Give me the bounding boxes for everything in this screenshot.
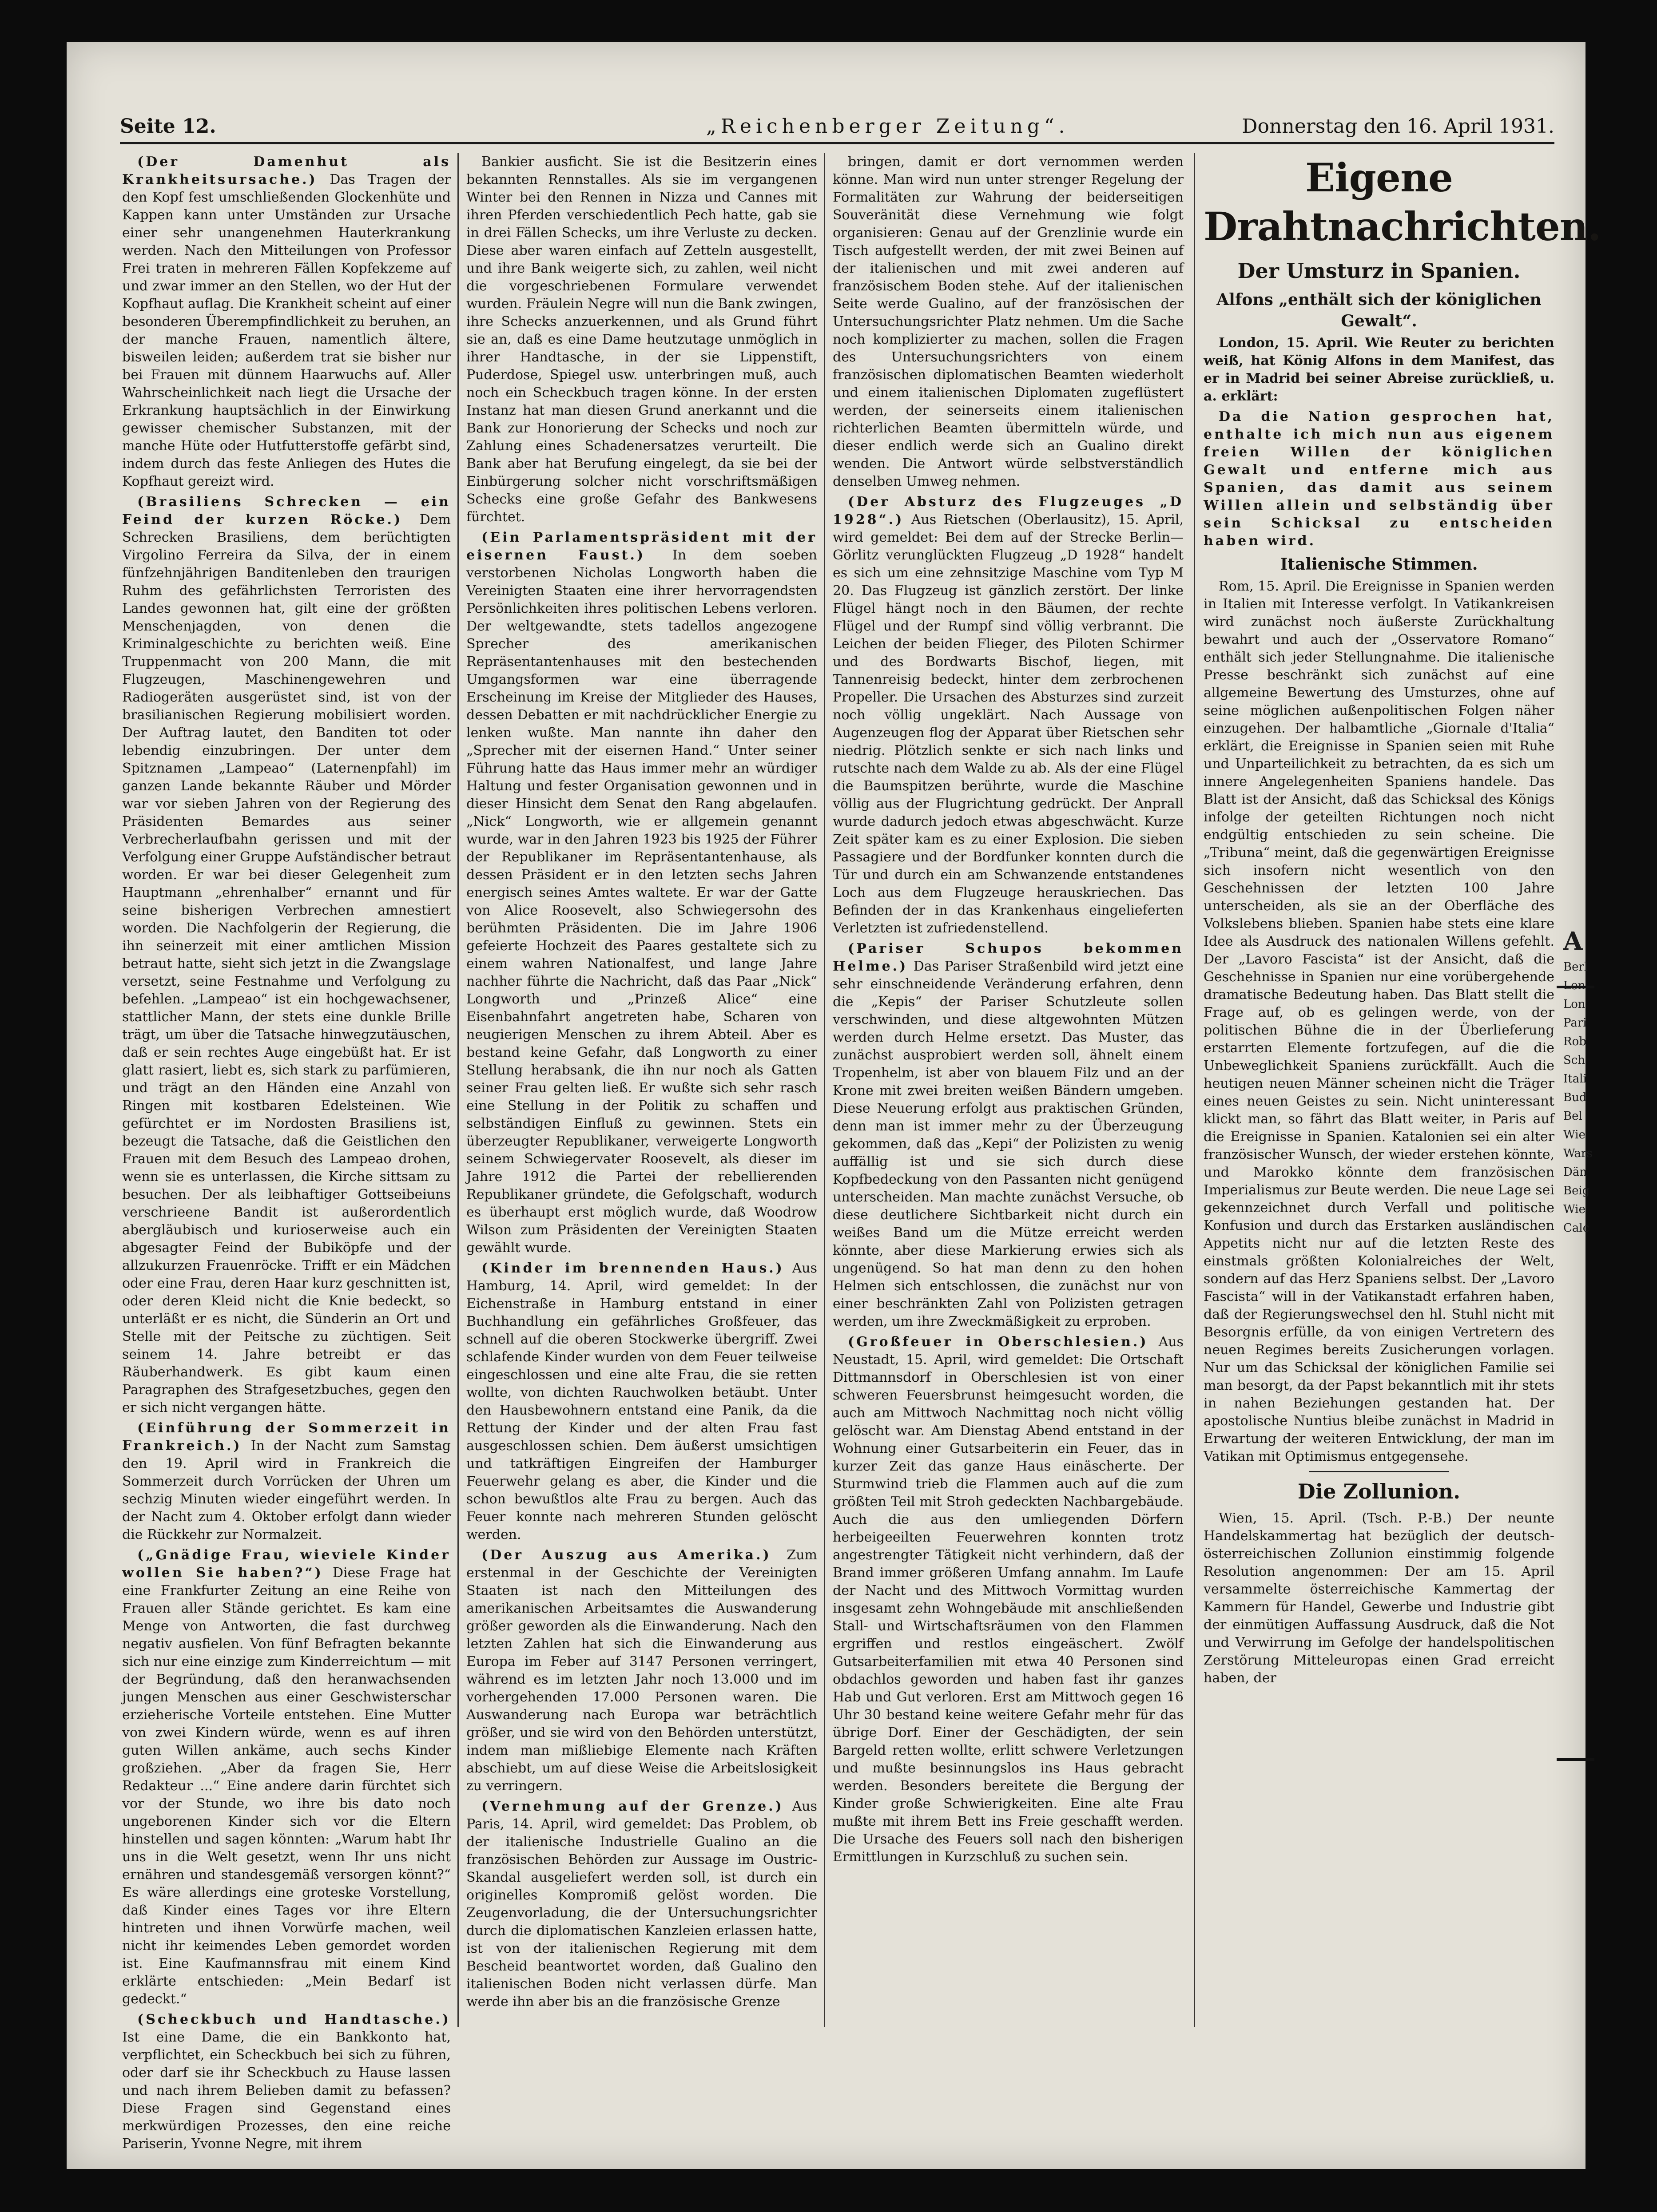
manifest-quote: Da die Nation gesprochen hat, enthalte ich mich nun aus eigenem freien Willen der königlichen Gewalt und entferne mich aus Spanien, das damit aus seinem Willen allein und selbständig über sein Schicksal zu entscheiden haben wird. [1204, 409, 1554, 549]
article-text: Rom, 15. April. Die Ereignisse in Spanien werden in Italien mit Interesse verfolgt. In Vatikankreisen wird zunächst noch äußerste Zurückhaltung bewahrt und auch der „Osservatore Romano“ enthält sich jeder Stellungnahme. Die italienische Presse beschränkt sich zunächst auf eine allgemeine Bewertung des Umsturzes, ohne auf seine möglichen außenpolitischen Folgen näher einzugehen. Der halbamtliche „Giornale d'Italia“ erklärt, die Ereignisse in Spanien seien mit Ruhe und Unparteilichkeit zu betrachten, da es sich um innere Angelegenheiten Spaniens handele. Das Blatt ist der Ansicht, daß das Schicksal des Königs infolge der geteilten Richtungen noch nicht endgültig entschieden zu sein scheine. Die „Tribuna“ meint, daß die gegenwärtigen Ereignisse sich insofern nicht wesentlich von den Geschehnissen der letzten 100 Jahre unterscheiden, als sie an der Oberfläche des Volkslebens blieben. Spanien habe stets eine klare Idee als Ausdruck des nationalen Willens gefehlt. Der „Lavoro Fascista“ ist der Ansicht, daß die Geschehnisse in Spanien nur eine vorübergehende dramatische Bedeutung haben. Das Blatt stellt die Frage auf, ob es gelingen werde, von der politischen Bühne die in der Überlieferung erstarrten Elemente fortzufegen, auf die die Unbeweglichkeit Spaniens zurückfällt. Auch die heutigen neuen Männer scheinen nicht die Träger eines neuen Geistes zu sein. Nicht uninteressant klickt man, so fährt das Blatt weiter, in Paris auf die Ereignisse in Spanien. Katalonien sei ein alter französischer Wunsch, der wieder erstehen könnte, und Marokko könnte dem französischen Imperialismus zur Beute werden. Die neue Lage sei gekennzeichnet durch Verfall und politische Konfusion und durch das Erstarken ausländischen Appetits nicht nur auf die letzten Reste des einstmals größten Kolonialreiches der Welt, sondern auf das Herz Spaniens selbst. Der „Lavoro Fascista“ will in der Vatikanstadt erfahren haben, daß der Regierungswechsel den hl. Stuhl nicht mit Besorgnis erfülle, da von einigen Vertretern des neuen Regimes bereits Zusicherungen vorlagen. Nur um das Schicksal der königlichen Familie sei man besorgt, da der Papst bekanntlich mit ihr stets in nahen Beziehungen gestanden hat. Der apostolische Nuntius bleibe zunächst in Madrid in Erwartung der weiteren Entwicklung, der man im Vatikan mit Optimismus entgegensehe. [1204, 579, 1554, 1464]
article-keyword: (Kinder im brennenden Haus.) [481, 1261, 784, 1276]
article-keyword: (Der Damenhut als Krankheitsursache.) [122, 154, 451, 187]
fragment-letter: A [1563, 927, 1583, 956]
page-number: Seite 12. [120, 115, 216, 138]
article [466, 1798, 817, 2011]
article [833, 153, 1184, 491]
fragment-line: Wie [1563, 1128, 1585, 1142]
section-title: Eigene Drahtnachrichten. [1204, 155, 1601, 250]
article-text: Aus Neustadt, 15. April, wird gemeldet: Die Ortschaft Dittmannsdorf in Oberschlesien ist von einer schweren Feuersbrunst heimgesucht worden, die auch am Mittwoch Nachmittag noch nicht völlig gelöscht war. Am Dienstag Abend entstand in der Wohnung einer Gutsarbeiterin ein Feuer, das in kurzer Zeit das ganze Haus einäscherte. Der Sturmwind trieb die Flammen auch auf die zum größten Teil mit Stroh gedeckten Nachbargebäude. Auch die aus den umliegenden Dörfern herbeigeeilten Feuerwehren konnten trotz angestrengter Tätigkeit nicht verhindern, daß der Brand immer größeren Umfang annahm. Im Laufe der Nacht und des Mittwoch Vormittag wurden insgesamt zehn Wohngebäude mit anschließenden Stall- und Wirtschaftsräumen von den Flammen ergriffen und restlos eingeäschert. Zwölf Gutsarbeiterfamilien mit etwa 40 Personen sind obdachlos geworden und haben fast ihr ganzes Hab und Gut verloren. Erst am Mittwoch gegen 16 Uhr 30 bestand keine weitere Gefahr mehr für das übrige Dorf. Einer der Geschädigten, der sein Bargeld retten wollte, erlitt schwere Verletzungen und mußte besinnungslos ins Haus gebracht werden. Besonders bereitete die Bergung der Kinder große Schwierigkeiten. Eine alte Frau mußte mit ihrem Bett ins Freie geschafft werden. Die Ursache des Feuers soll nach den bisherigen Ermittlungen in Kurzschluß zu suchen sein. [833, 1334, 1184, 1865]
article [466, 153, 817, 526]
divider [1309, 1471, 1449, 1472]
headline-zollunion: Die Zollunion. [1297, 1479, 1461, 1503]
article-text: Aus Paris, 14. April, wird gemeldet: Das Problem, ob der italienische Industrielle Gualino an die französischen Behörden zur Aussage im Oustric-Skandal ausgeliefert werden soll, ist durch ein originelles Kompromiß gelöst worden. Die Zeugenvorladung, die der Untersuchungsrichter durch die diplomatischen Kanzleien erlassen hatte, ist von der italienischen Regierung mit dem Bescheid beantwortet worden, daß Gualino den italienischen Boden nicht verlassen dürfe. Man werde ihn aber bis an die französische Grenze [466, 1799, 818, 2010]
fragment-line: Calc [1563, 1221, 1589, 1235]
article [122, 1546, 451, 2008]
article-keyword: (Scheckbuch und Handtasche.) [137, 2012, 451, 2027]
article-text: Zum erstenmal in der Geschichte der Vereinigten Staaten ist nach den Mitteilungen des amerikanischen Arbeitsamtes die Auswanderung größer geworden als die Einwanderung. Nach den letzten Zahlen hat sich die Einwanderung aus Europa im Feber auf 3147 Personen verringert, während es im letzten Jahr noch 13.000 und im vorhergehenden 17.000 Personen waren. Die Auswanderung nach Europa war beträchtlich größer, und sie wird von den Behörden unterstützt, indem man mißliebige Elemente nach Kräften abschiebt, um auf diese Weise die Arbeitslosigkeit zu verringern. [466, 1547, 817, 1794]
fragment-line: Berl [1563, 960, 1588, 974]
fragment-line: Bel [1563, 1110, 1582, 1123]
fragment-line: Rob [1563, 1035, 1586, 1048]
article [466, 1260, 817, 1544]
article-text: Aus Hamburg, 14. April, wird gemeldet: In der Eichenstraße in Hamburg entstand in einer Buchhandlung ein gefährliches Großfeuer, das schnell auf die oberen Stockwerke übergriff. Zwei schlafende Kinder wurden von dem Feuer teilweise eingeschlossen und eine alte Frau, die sie retten wollte, von dichten Rauchwolken betäubt. Unter den Hausbewohnern entstand eine Panik, da die Rettung der Kinder und der alten Frau fast ausgeschlossen schien. Dem äußerst umsichtigen und tatkräftigen Eingreifen der Hamburger Feuerwehr gelang es aber, die Kinder und die schon bewußtlos alte Frau zu bergen. Auch das Feuer konnte nach mehreren Stunden gelöscht werden. [466, 1261, 817, 1542]
article-keyword: (Pariser Schupos bekommen Helme.) [833, 941, 1184, 974]
headline-spain: Der Umsturz in Spanien. [1237, 259, 1521, 283]
article-text: Das Pariser Straßenbild wird jetzt eine sehr einschneidende Veränderung erfahren, denn die „Kepis“ der Pariser Schutzleute sollen verschwinden, und diese altgewohnten Mützen werden durch Helme ersetzt. Das Muster, das zunächst ausprobiert werden soll, ähnelt einem Tropenhelm, ist aber von blauem Filz und an der Krone mit zwei breiten weißen Bändern umgeben. Diese Neuerung erfolgt aus praktischen Gründen, denn man ist immer mehr zu der Überzeugung gekommen, daß das „Kepi“ der Polizisten zu wenig auffällig ist und sie sich durch diese Kopfbedeckung von den Passanten nicht genügend unterscheiden. Man machte zunächst Versuche, ob diese deutlichere Sichtbarkeit nicht durch ein weißes Band um die Mütze erreicht werden könnte, aber diese Markierung erwies sich als ungenügend. So hat man denn zu den hohen Helmen sich entschlossen, die zunächst nur von einer beschränkten Zahl von Polizisten getragen werden, um ihre Zweckmäßigkeit zu erproben. [833, 959, 1184, 1329]
article-text: bringen, damit er dort vernommen werden könne. Man wird nun unter strenger Regelung der Formalitäten zur Wahrung der beiderseitigen Souveränität diese Vernehmung wie folgt organisieren: Genau auf der Grenzlinie wurde ein Tisch aufgestellt werden, der mit zwei Beinen auf der italienischen und mit zwei anderen auf französischem Boden stehe. Auf der italienischen Seite werde Gualino, auf der französischen der Untersuchungsrichter Platz nehmen. Um die Sache noch komplizierter zu machen, sollen die Fragen des Untersuchungsrichters von einem französischen diplomatischen Beamten wiederholt und einem italienischen Diplomaten zugeflüstert werden, der seinerseits einem italienischen richterlichen Beamten übermitteln würde, und dieser endlich werde sich an Gualino direkt wenden. Die Antwort würde selbstverständlich denselben Umweg nehmen. [833, 154, 1184, 489]
article-keyword: (Ein Parlamentspräsident mit der eisernen Faust.) [466, 530, 817, 563]
article-text: Das Tragen der den Kopf fest umschließenden Glockenhüte und Kappen kann unter Umständen zur Ursache einer sehr unangenehmen Hauterkrankung werden. Nach den Mitteilungen von Professor Frei traten in mehreren Fällen Kopfekzeme auf und zwar immer an den Stellen, wo der Hut der Kopfhaut auflag. Die Krankheit scheint auf einer besonderen Überempfindlichkeit zu beruhen, an der manche Frauen, namentlich ältere, bisweilen leiden; außerdem trat sie bisher nur bei Frauen mit dünnem Haarwuchs auf. Aller Wahrscheinlichkeit nach liegt die Ursache der Erkrankung hauptsächlich in der Einwirkung gewisser chemischer Substanzen, mit der manche Hüte oder Hutfutterstoffe gefärbt sind, indem durch das feste Anliegen des Hutes die Kopfhaut gereizt wird. [122, 172, 451, 489]
article-keyword: (Vernehmung auf der Grenze.) [481, 1799, 784, 1814]
article [833, 493, 1184, 937]
article [833, 1333, 1184, 1866]
article [122, 1419, 451, 1544]
article-keyword: (Brasiliens Schrecken — ein Feind der kurzen Röcke.) [122, 494, 451, 527]
fragment-line: Pari [1563, 1016, 1587, 1030]
article [122, 493, 451, 1417]
fragment-line: Lon [1563, 979, 1585, 992]
fragment-line: Dän [1563, 1165, 1587, 1179]
article-text: Ist eine Dame, die ein Bankkonto hat, verpflichtet, ein Scheckbuch bei sich zu führen, oder darf sie ihr Scheckbuch zu Hause lassen und nach ihrem Belieben damit zu befassen? Diese Fragen sind Gegenstand eines merkwürdigen Prozesses, den eine reiche Pariserin, Yvonne Negre, mit ihrem [122, 2030, 451, 2152]
fragment-line: Itali [1563, 1072, 1587, 1086]
column-2 [466, 153, 817, 2053]
article-text: Aus Rietschen (Oberlausitz), 15. April, wird gemeldet: Bei dem auf der Strecke Berlin—Görlitz verunglückten Flugzeug „D 1928“ handelt es sich um eine zehnsitzige Maschine vom Typ M 20. Das Flugzeug ist gänzlich zerstört. Der linke Flügel hängt noch in den Bäumen, der rechte Flügel und der Rumpf sind völlig verbrannt. Die Leichen der beiden Flieger, des Piloten Schirmer und des Bordwarts Bischof, liegen, mit Tannenreisig bedeckt, hinter dem zerbrochenen Propeller. Die Ursachen des Absturzes sind zurzeit noch völlig ungeklärt. Nach Aussage von Augenzeugen flog der Apparat über Rietschen sehr niedrig. Plötzlich senkte er sich nach links und rutschte nach dem Walde zu ab. Als der eine Flügel die Baumspitzen berührte, wurde die Maschine völlig aus der Flugrichtung gedrückt. Der Anprall wurde dadurch jedoch etwas abgeschwächt. Kurze Zeit später kam es zu einer Explosion. Die sieben Passagiere und der Bordfunker konnten durch die Tür und durch ein am Schwanzende entstandenes Loch aus dem Flugzeuge herauskriechen. Das Befinden der in das Krankenhaus eingelieferten Verletzten ist zufriedenstellend. [833, 512, 1184, 936]
subhead-alfons: Alfons „enthält sich der königlichen Gewalt“. [1216, 290, 1542, 330]
fragment-line: Wie [1563, 1203, 1585, 1216]
masthead: „Reichenberger Zeitung“. [706, 115, 1069, 138]
fragment-line: Lon [1563, 998, 1585, 1011]
article-keyword: (Der Absturz des Flugzeuges „D 1928“.) [833, 494, 1184, 527]
fragment-line: Beig [1563, 1184, 1590, 1197]
issue-date: Donnerstag den 16. April 1931. [1242, 115, 1554, 138]
article [122, 153, 451, 491]
article-text: Wien, 15. April. (Tsch. P.-B.) Der neunte Handelskammertag hat bezüglich der deutsch-österreichischen Zollunion einstimmig folgende Resolution angenommen: Der am 15. April versammelte österreichische Kammertag der Kammern für Handel, Gewerbe und Industrie gibt der einmütigen Auffassung Ausdruck, daß die Not und Verwirrung im Gefolge der handelspolitischen Zerstörung Mitteleuropas einen Grad erreicht haben, der [1204, 1510, 1554, 1686]
article-keyword: (Großfeuer in Oberschlesien.) [848, 1334, 1148, 1350]
article-text: In der Nacht zum Samstag den 19. April wird in Frankreich die Sommerzeit durch Vorrücken der Uhren um sechzig Minuten wieder eingeführt werden. In der Nacht zum 4. Oktober erfolgt dann wieder die Rückkehr zur Normalzeit. [122, 1438, 451, 1542]
article-text: London, 15. April. Wie Reuter zu berichten weiß, hat König Alfons in dem Manifest, das er in Madrid bei seiner Abreise zurückließ, u. a. erklärt: [1204, 335, 1554, 404]
article [833, 940, 1184, 1331]
fragment-line: Wars [1563, 1147, 1593, 1160]
article-text: Dem Schrecken Brasiliens, dem berüchtigten Virgolino Ferreira da Silva, der in einem fünfzehnjährigen Banditenleben den traurigen Ruhm des gefährlichsten Terroristen des Landes gewonnen hat, gilt eine der größten Menschenjagden, von denen die Kriminalgeschichte zu berichten weiß. Eine Truppenmacht von 200 Mann, die mit Flugzeugen, Maschinengewehren und Radiogeräten ausgerüstet sind, ist von der brasilianischen Regierung mobilisiert worden. Der Auftrag lautet, den Banditen tot oder lebendig einzubringen. Der unter dem Spitznamen „Lampeao“ (Laternenpfahl) im ganzen Lande bekannte Räuber und Mörder war vor sieben Jahren von der Regierung des Präsidenten Bemardes aus seiner Verbrecherlaufbahn gerissen und mit der Verfolgung einer Gruppe Aufständischer betraut worden. Er war bei dieser Gelegenheit zum Hauptmann „ehrenhalber“ ernannt und für seine bisherigen Verbrechen amnestiert worden. Die Nachfolgerin der Regierung, die ihn seinerzeit mit einer amtlichen Mission betraut hatte, sieht sich jetzt in die Zwangslage versetzt, seine Festnahme und Verfolgung zu befehlen. „Lampeao“ ist ein hochgewachsener, stattlicher Mann, der stets eine dunkle Brille trägt, um über die Tatsache hinwegzutäuschen, daß er sein rechtes Auge eingebüßt hat. Er ist glatt rasiert, liebt es, sich stark zu parfümieren, und trägt an den Händen eine Anzahl von Ringen mit kostbaren Edelsteinen. Wie gefürchtet er im Nordosten Brasiliens ist, bezeugt die Tatsache, daß die Geistlichen den Frauen mit dem Besuch des Lampeao drohen, wenn sie es unterlassen, die Kirche sittsam zu besuchen. Der als leibhaftiger Gottseibeiuns verschrieene Bandit ist außerordentlich abergläubisch und kurioserweise auch ein abgesagter Feind der Bubiköpfe und der allzukurzen Frauenröcke. Trifft er ein Mädchen oder eine Frau, deren Haar kurz geschnitten ist, oder deren Kleid nicht die Knie bedeckt, so unterläßt er es nicht, die Sünderin an Ort und Stelle mit der Peitsche zu züchtigen. Seit seinem 14. Jahre betreibt er das Räuberhandwerk. Es gibt kaum einen Paragraphen des Strafgesetzbuches, gegen den er sich nicht vergangen hätte. [122, 512, 451, 1415]
article-text: In dem soeben verstorbenen Nicholas Longworth haben die Vereinigten Staaten eine ihrer hervorragendsten Persönlichkeiten ihres politischen Lebens verloren. Der weltgewandte, stets tadellos angezogene Sprecher des amerikanischen Repräsentantenhauses mit den bestechenden Umgangsformen war eine überragende Erscheinung im Kreise der Mitglieder des Hauses, dessen Debatten er mit nachdrücklicher Energie zu lenken wußte. Man nannte ihn daher den „Sprecher mit der eisernen Hand.“ Unter seiner Führung hatte das Haus immer mehr an würdiger Haltung und fester Organisation gewonnen und in dieser Hinsicht dem Senat den Rang abgelaufen. „Nick“ Longworth, wie er allgemein genannt wurde, war in den Jahren 1923 bis 1925 der Führer der Republikaner im Repräsentantenhause, als dessen Präsident er in den letzten sechs Jahren energisch seines Amtes waltete. Er war der Gatte von Alice Roosevelt, also Schwiegersohn des berühmten Präsidenten. Die im Jahre 1906 gefeierte Hochzeit des Paares gestaltete sich zu einem wahren Nationalfest, und lange Jahre nachher führte die Nachricht, daß das Paar „Nick“ Longworth und „Prinzeß Alice“ eine Eisenbahnfahrt angetreten habe, Scharen von neugierigen Menschen zu ihrem Abteil. Aber es bestand keine Gefahr, daß Longworth zu einer Stellung herabsank, die ihn nur noch als Gatten seiner Frau gelten ließ. Er wußte sich sehr rasch eine Stellung in der Politik zu schaffen und selbständigen Einfluß zu gewinnen. Stets ein überzeugter Republikaner, verweigerte Longworth seinem Schwiegervater Roosevelt, als dieser im Jahre 1912 die Partei der rebellierenden Republikaner gründete, die Gefolgschaft, wodurch es überhaupt erst möglich wurde, daß Woodrow Wilson zum Präsidenten der Vereinigten Staaten gewählt wurde. [466, 547, 817, 1256]
article [466, 1546, 817, 1795]
fragment-line: Sch [1563, 1054, 1585, 1067]
article-text: Diese Frage hat eine Frankfurter Zeitung an eine Reihe von Frauen aller Stände gerichtet. Es kam eine Menge von Antworten, die fast durchweg negativ ausfielen. Von fünf Befragten bekannte sich nur eine einzige zum Kinderreichtum — mit der Begründung, daß den heranwachsenden jungen Menschen aus einer Geschwisterschar erzieherische Vorteile entstehen. Eine Mutter von zwei Kindern würde, wenn es auf ihren guten Willen ankäme, auch sechs Kinder großziehen. „Aber da fragen Sie, Herr Redakteur ...“ Eine andere darin fürchtet sich vor der Stunde, wo ihre bis dato noch ungeborenen Kinder sich vor die Eltern hinstellen und sagen könnten: „Warum habt Ihr uns in die Welt gesetzt, wenn Ihr uns nicht ernähren und standesgemäß versorgen könnt?“ Es wäre allerdings eine groteske Vorstellung, daß Kinder eines Tages vor ihre Eltern hintreten und ihnen Vorwürfe machen, weil nicht ihr keimendes Leben gemordet worden ist. Eine Kaufmannsfrau mit einem Kind erklärte entschieden: „Mein Bedarf ist gedeckt.“ [122, 1565, 451, 2007]
subhead-italy: Italienische Stimmen. [1280, 555, 1478, 574]
cut-rule [1557, 1758, 1594, 1761]
cut-off-column [1563, 888, 1594, 1239]
column-divider [824, 153, 825, 2027]
article-keyword: (Einführung der Sommerzeit in Frankreich.) [122, 1420, 451, 1454]
column-3 [833, 153, 1184, 2053]
column-divider [457, 153, 459, 2027]
article [466, 529, 817, 1257]
article-text: Bankier ausficht. Sie ist die Besitzerin eines bekannten Rennstalles. Als sie im vergangenen Winter bei den Rennen in Nizza und Cannes mit ihren Pferden verschiedentlich Pech hatte, gab sie in drei Fällen Schecks, um ihre Verluste zu decken. Diese aber waren einfach auf Zetteln ausgestellt, und ihre Bank weigerte sich, zu zahlen, weil nicht die vorgeschriebenen Formulare verwendet wurden. Fräulein Negre will nun die Bank zwingen, ihre Schecks anzuerkennen, und als Grund führt sie an, daß es eine Dame heutzutage unmöglich in ihrer Handtasche, in der sie Lippenstift, Puderdose, Spiegel usw. unterbringen muß, auch noch ein Scheckbuch tragen könne. In der ersten Instanz hat man diesen Grund anerkannt und die Bank zur Honorierung der Schecks und noch zur Zahlung eines Schadenersatzes verurteilt. Die Bank aber hat Berufung eingelegt, da sie bei der Einbürgerung solcher nicht vorschriftsmäßigen Schecks eine große Gefahr des Bankwesens fürchtet. [466, 154, 817, 525]
article-keyword: („Gnädige Frau, wieviele Kinder wollen Sie haben?“) [122, 1547, 451, 1581]
column-divider [1194, 153, 1195, 2027]
column-1 [122, 153, 451, 2152]
article [122, 2011, 451, 2153]
header-rule [120, 142, 1554, 144]
fragment-line: Bud [1563, 1091, 1587, 1104]
article-keyword: (Der Auszug aus Amerika.) [481, 1547, 771, 1563]
